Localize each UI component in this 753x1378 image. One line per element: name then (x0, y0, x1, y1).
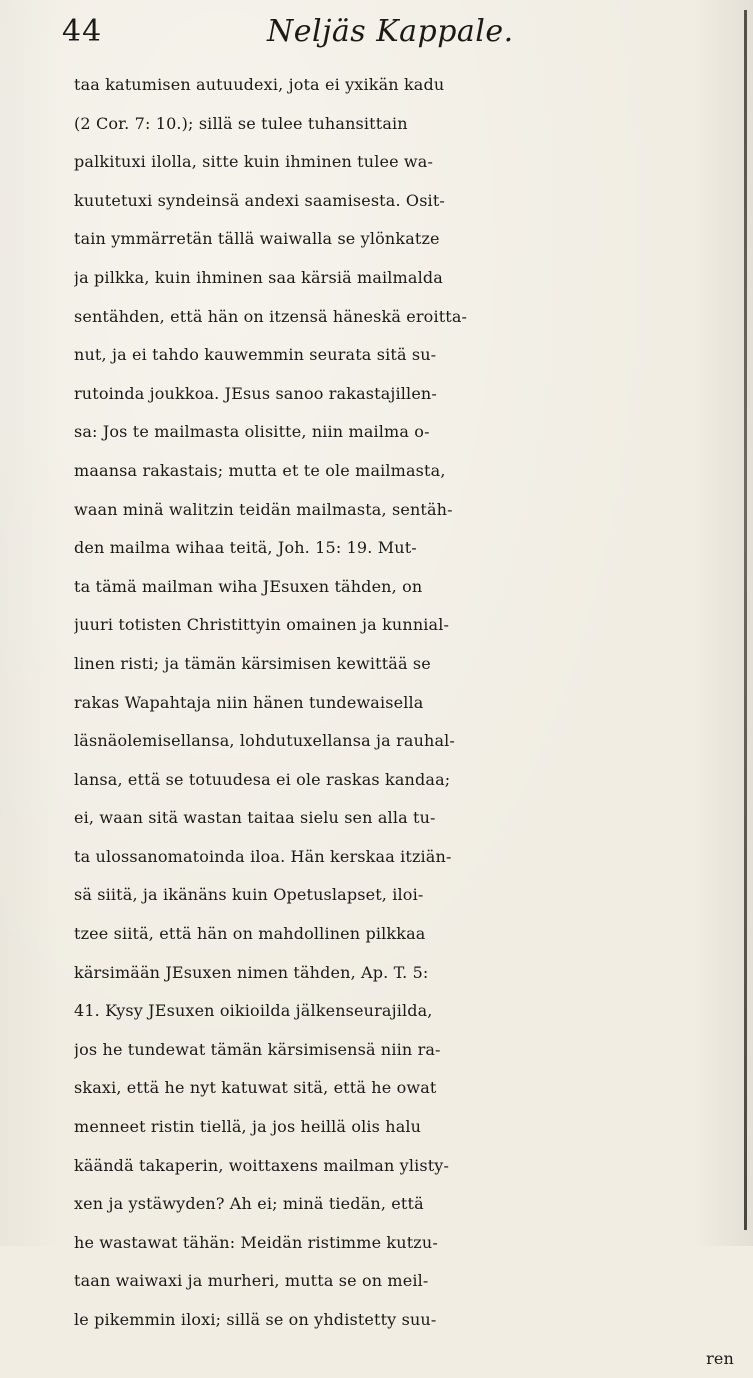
text-line: maansa rakastais; mutta et te ole mailmasta, (74, 460, 446, 480)
text-line: ren (706, 1348, 734, 1368)
body-text (74, 66, 738, 1378)
text-line: palkituxi ilolla, sitte kuin ihminen tulee wa- (74, 152, 434, 172)
text-line: juuri totisten Christittyin omainen ja kunnial- (74, 615, 450, 635)
text-line: sa: Jos te mailmasta olisitte, niin mailma o- (74, 422, 430, 442)
page-number: 44 (62, 14, 103, 49)
text-line: skaxi, että he nyt katuwat sitä, että he owat (74, 1078, 437, 1098)
text-line: rutoinda joukkoa. JEsus sanoo rakastajillen- (74, 383, 437, 403)
text-line: taa katumisen autuudexi, jota ei yxikän kadu (74, 75, 445, 94)
text-line: kuutetuxi syndeinsä andexi saamisesta. Osit- (74, 190, 445, 210)
text-line: den mailma wihaa teitä, Joh. 15: 19. Mut- (74, 538, 417, 558)
text-line: sentähden, että hän on itzensä häneskä eroitta- (74, 306, 468, 326)
text-line: ei, waan sitä wastan taitaa sielu sen alla tu- (74, 808, 436, 828)
text-line: käändä takaperin, woittaxens mailman ylisty- (74, 1155, 450, 1175)
running-head: Neljäs Kappale. (267, 14, 514, 49)
text-line: ja pilkka, kuin ihminen saa kärsiä mailmalda (74, 267, 443, 287)
text-line: 41. Kysy JEsuxen oikioilda jälkenseurajilda, (74, 1001, 433, 1021)
text-line: läsnäolemisellansa, lohdutuxellansa ja rauhal- (74, 731, 455, 751)
text-line: (2 Cor. 7: 10.); sillä se tulee tuhansittain (74, 113, 408, 133)
text-line: xen ja ystäwyden? Ah ei; minä tiedän, että (74, 1194, 424, 1214)
text-line: linen risti; ja tämän kärsimisen kewittää se (74, 653, 431, 673)
text-line: taan waiwaxi ja murheri, mutta se on meil- (74, 1271, 429, 1291)
text-line: jos he tundewat tämän kärsimisensä niin ra- (74, 1039, 441, 1059)
text-line: rakas Wapahtaja niin hänen tundewaisella (74, 692, 424, 712)
text-line: le pikemmin iloxi; sillä se on yhdistetty suu- (74, 1310, 437, 1329)
text-line: kärsimään JEsuxen nimen tähden, Ap. T. 5: (74, 962, 429, 982)
binding-edge (744, 10, 747, 1230)
text-line: ta tämä mailman wiha JEsuxen tähden, on (74, 576, 423, 596)
page-header (62, 14, 722, 54)
text-line: sä siitä, ja ikänäns kuin Opetuslapset, iloi- (74, 885, 424, 905)
text-line: waan minä walitzin teidän mailmasta, sentäh- (74, 499, 453, 519)
text-line: tain ymmärretän tällä waiwalla se ylönkatze (74, 229, 440, 249)
text-line: he wastawat tähän: Meidän ristimme kutzu- (74, 1232, 438, 1252)
text-line: ta ulossanomatoinda iloa. Hän kerskaa itziän- (74, 846, 452, 866)
text-line: tzee siitä, että hän on mahdollinen pilkkaa (74, 924, 426, 944)
text-line: menneet ristin tiellä, ja jos heillä olis halu (74, 1117, 422, 1137)
text-line: nut, ja ei tahdo kauwemmin seurata sitä su- (74, 345, 437, 365)
text-line: lansa, että se totuudesa ei ole raskas kandaa; (74, 769, 451, 789)
